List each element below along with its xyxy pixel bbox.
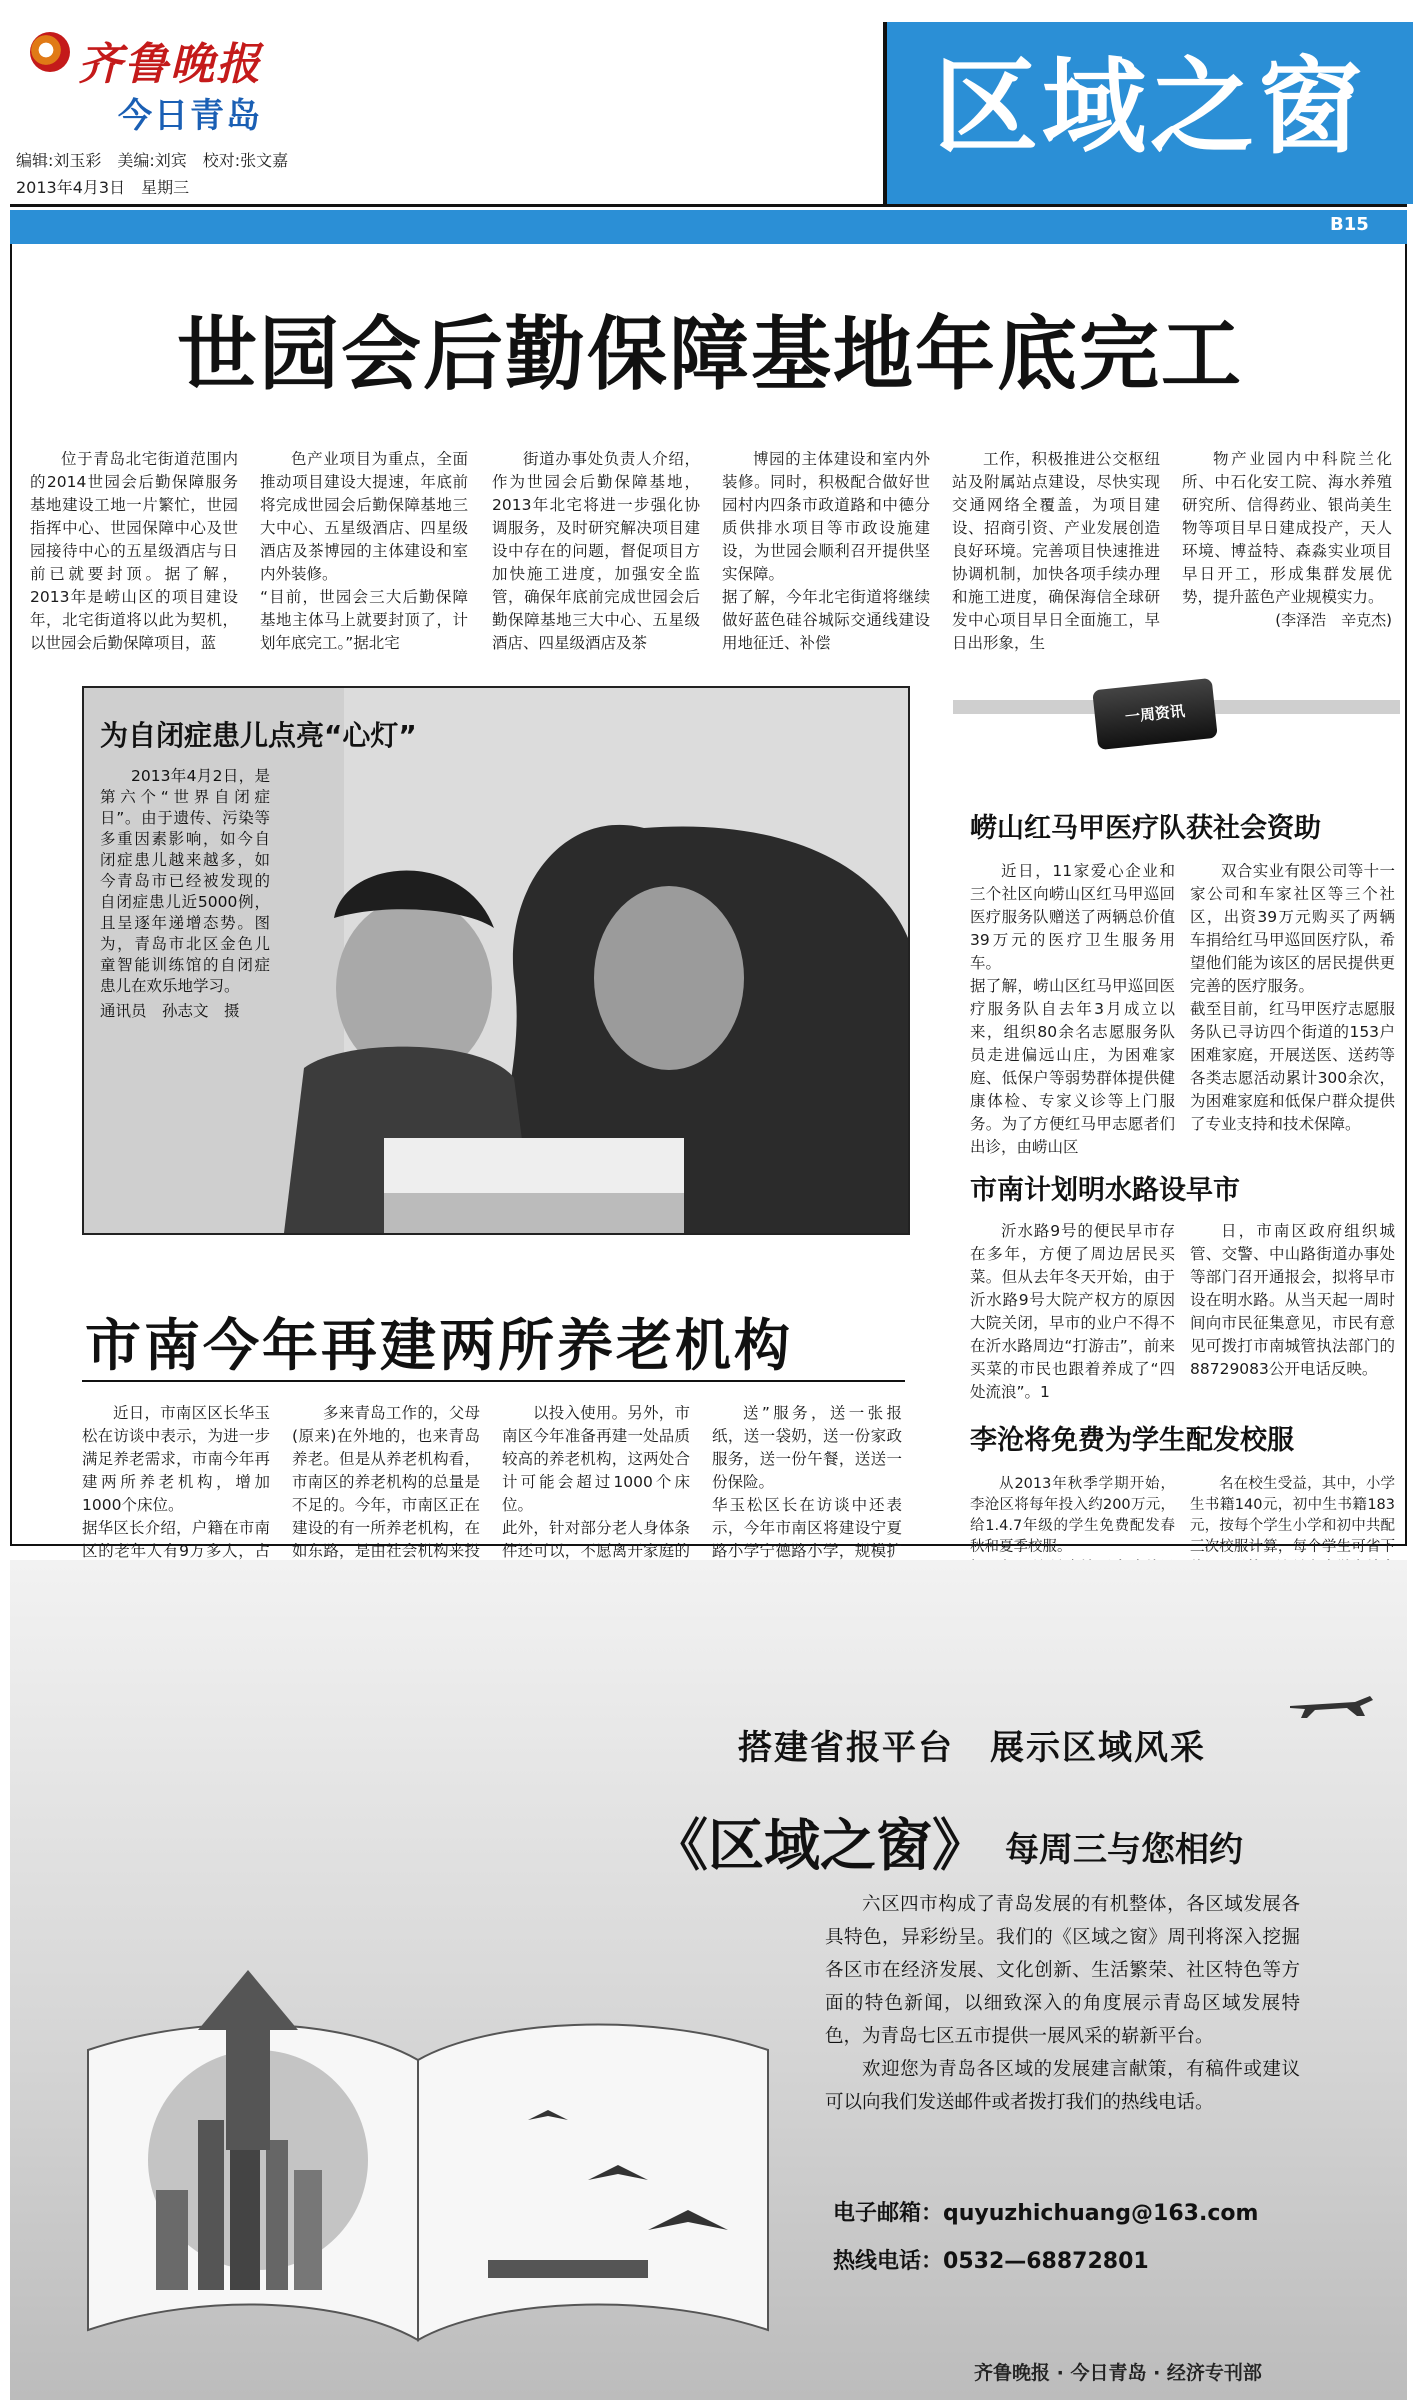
lead-column-5: 工作，积极推进公交枢纽站及附属站点建设，尽快实现交通网络全覆盖，为项目建设、招商引资、产业发展创造良好环境。完善项目快速推进协调机制，加快各项手续办理和施工进度，确保海信全球研发中心项目早日全面施工，早日出形象，生 — [952, 450, 1160, 652]
photo-caption-text: 2013年4月2日，是第六个“世界自闭症日”。由于遗传、污染等多重因素影响，如今自闭症患儿越来越多，如今青岛市已经被发现的自闭症患儿近5000例，且呈逐年递增态势。图为，青岛市北区金色儿童智能训练馆的自闭症患儿在欢乐地学习。 — [100, 767, 270, 995]
bottom-headline: 市南今年再建两所养老机构 — [85, 1314, 793, 1379]
lead-column-4: 博园的主体建设和室内外装修。同时，积极配合做好世园村内四条市政道路和中德分质供排水项目等市政设施建设，为世园会顺利召开提供坚实保障。 据了解，今年北宅街道将继续做好蓝色硅谷城际交通线建设用地征迁、补偿 — [722, 450, 930, 652]
newspaper-logo-icon — [30, 32, 70, 72]
airplane-icon — [1285, 1684, 1375, 1724]
edition-name: 今日青岛 — [118, 96, 262, 136]
rail-headline-2: 市南计划明水路设早市 — [970, 1175, 1240, 1206]
rail-headline-1: 崂山红马甲医疗队获社会资助 — [970, 813, 1321, 844]
rail-story-2-col-2: 日，市南区政府组织城管、交警、中山路街道办事处等部门召开通报会，拟将早市设在明水路。从当天起一周时间向市民征集意见，市民有意见可拨打市南城管执法部门的88729083公开电话反映。 — [1190, 1222, 1395, 1378]
rail-story-3-col-2: 名在校生受益，其中，小学生书籍140元，初中生书籍183元，按每个学生小学和初中共配三次校服计算，每个学生可省下 — [1190, 1476, 1395, 1555]
page-strip — [10, 210, 1407, 244]
lead-byline: (李泽浩 辛克杰) — [1275, 611, 1392, 629]
email-address[interactable]: quyuzhichuang@163.com — [943, 2201, 1259, 2226]
lead-column-1: 位于青岛北宅街道范围内的2014世园会后勤保障服务基地建设工地一片繁忙，世园指挥中心、世园保障中心及世园接待中心的五星级酒店与日前已就要封顶。据了解，2013年是崂山区的项目建设年，北宅街道将以此为契机，以世园会后勤保障项目，蓝 — [30, 450, 238, 652]
lead-column-2: 色产业项目为重点，全面推动项目建设大提速，年底前将完成世园会后勤保障基地三大中心、五星级酒店、四星级酒店及茶博园的主体建设和室内外装修。 “目前，世园会三大后勤保障基地主体马上就要封顶了，计划年底完工。”据北宅 — [260, 450, 468, 652]
advert-title-sub: 每周三与您相约 — [1005, 1830, 1243, 1870]
lead-column-3: 街道办事处负责人介绍，作为世园会后勤保障基地，2013年北宅将进一步强化协调服务，及时研究解决项目建设中存在的问题，督促项目方加快施工进度，加强安全监管，确保年底前完成世园会后勤保障基地三大中心、五星级酒店、四星级酒店及茶 — [492, 450, 700, 652]
bottom-column-2: 多来青岛工作的，父母(原来)在外地的，也来青岛养老。但是从养老机构看，市南区的养老机构的总量是不足的。今年，市南区正在建设的有一所养老机构，在如东路，是由社会机构来投 — [292, 1404, 480, 1560]
masthead-rule — [10, 204, 1407, 207]
bottom-headline-rule — [82, 1380, 905, 1382]
advert-phone-row — [833, 2244, 1149, 2275]
issue-date: 2013年4月3日 星期三 — [16, 178, 190, 197]
advert-footer: 齐鲁晚报 · 今日青岛 · 经济专刊部 — [974, 2362, 1262, 2384]
page-number: B15 — [1330, 214, 1369, 235]
editor-credits: 编辑:刘玉彩 美编:刘宾 校对:张文嘉 — [16, 151, 289, 170]
email-label: 电子邮箱： — [833, 2201, 944, 2226]
rail-badge: 一周资讯 — [1092, 678, 1218, 750]
bottom-column-1: 近日，市南区区长华玉松在访谈中表示，为进一步满足养老需求，市南今年再建两所养老机构，增加1000个床位。 据华区长介绍，户籍在市南区的老年人有9万多人，占 — [82, 1404, 270, 1560]
rail-story-1-col-2: 双合实业有限公司等十一家公司和车家社区等三个社区，出资39万元购买了两辆车捐给红马甲巡回医疗队，希望他们能为该区的居民提供更完善的医疗服务。 截至目前，红马甲医疗志愿服务队已寻访四个街道的153户困难家庭，开展送医、送药等各类志愿活动累计300余次，为困难家庭和低保户群众提供了专业支持和技术保障。 — [1190, 862, 1395, 1133]
advert-body — [825, 1888, 1300, 2119]
advert-paragraph: 六区四市构成了青岛发展的有机整体，各区域发展各具特色，异彩纷呈。我们的《区域之窗》周刊将深入挖掘各区市在经济发展、文化创新、生活繁荣、社区特色等方面的特色新闻，以细致深入的角度展示青岛区域发展特色，为青岛七区五市提供一展风采的崭新平台。 — [825, 1894, 1300, 2047]
rail-story-1-col-1: 近日，11家爱心企业和三个社区向崂山区红马甲巡回医疗服务队赠送了两辆总价值39万元的医疗卫生服务用车。 据了解，崂山区红马甲巡回医疗服务队自去年3月成立以来，组织80余名志愿服务队员走进偏远山庄，为困难家庭、低保户等弱势群体提供健康体检、专家义诊等上门服务。为了方便红马甲志愿者们出诊，由崂山区 — [970, 862, 1175, 1156]
photo-caption — [100, 766, 270, 1022]
rail-story-3-col-1: 从2013年秋季学期开始，李沧区将每年投入约200万元，给1.4.7年级的学生免费配发春秋和夏季校服。 — [970, 1476, 1175, 1555]
advert-title: 《区域之窗》 — [652, 1814, 988, 1879]
phone-number[interactable]: 0532—68872801 — [943, 2249, 1149, 2274]
photo-title: 为自闭症患儿点亮“心灯” — [100, 719, 417, 752]
photo-credit: 通讯员 孙志文 摄 — [100, 1002, 240, 1020]
advert-email-row — [833, 2196, 1258, 2227]
newspaper-brand: 齐鲁晚报 — [78, 39, 262, 90]
bottom-column-4: 送”服务，送一张报纸，送一袋奶，送一份家政服务，送一份午餐，送送一份保险。 华玉松区长在访谈中还表示，今年市南区将建设宁夏路小学宁德路小学，规模扩 — [712, 1404, 902, 1560]
advert-paragraph: 欢迎您为青岛各区域的发展建言献策，有稿件或建议可以向我们发送邮件或者拨打我们的热线电话。 — [825, 2059, 1300, 2113]
advert-slogan: 搭建省报平台 展示区域风采 — [738, 1728, 1206, 1768]
lead-column-6: 物产业园内中科院兰化所、中石化安工院、海水养殖研究所、信得药业、银尚美生物等项目早日建成投产，天人环境、博益特、森淼实业项目早日开工，形成集群发展优势，提升蓝色产业规模实力。 (李泽浩 辛克杰) — [1182, 448, 1392, 632]
rail-story-2-col-1: 沂水路9号的便民早市存在多年，方便了周边居民买菜。但从去年冬天开始，由于沂水路9号大院产权方的原因大院关闭，早市的业户不得不在沂水路周边“打游击”，前来买菜的市民也跟着养成了“四处流浪”。1 — [970, 1222, 1175, 1401]
section-title: 区域之窗 — [933, 46, 1366, 168]
rail-headline-3: 李沧将免费为学生配发校服 — [970, 1425, 1294, 1456]
lead-headline: 世园会后勤保障基地年底完工 — [177, 308, 1243, 401]
phone-label: 热线电话： — [833, 2249, 944, 2274]
bottom-column-3: 以投入使用。另外，市南区今年准备再建一处品质较高的养老机构，这两处合计可能会超过1000个床位。 此外，针对部分老人身体条件还可以，不愿离开家庭的 — [502, 1404, 690, 1560]
open-book-illustration — [48, 1930, 798, 2350]
